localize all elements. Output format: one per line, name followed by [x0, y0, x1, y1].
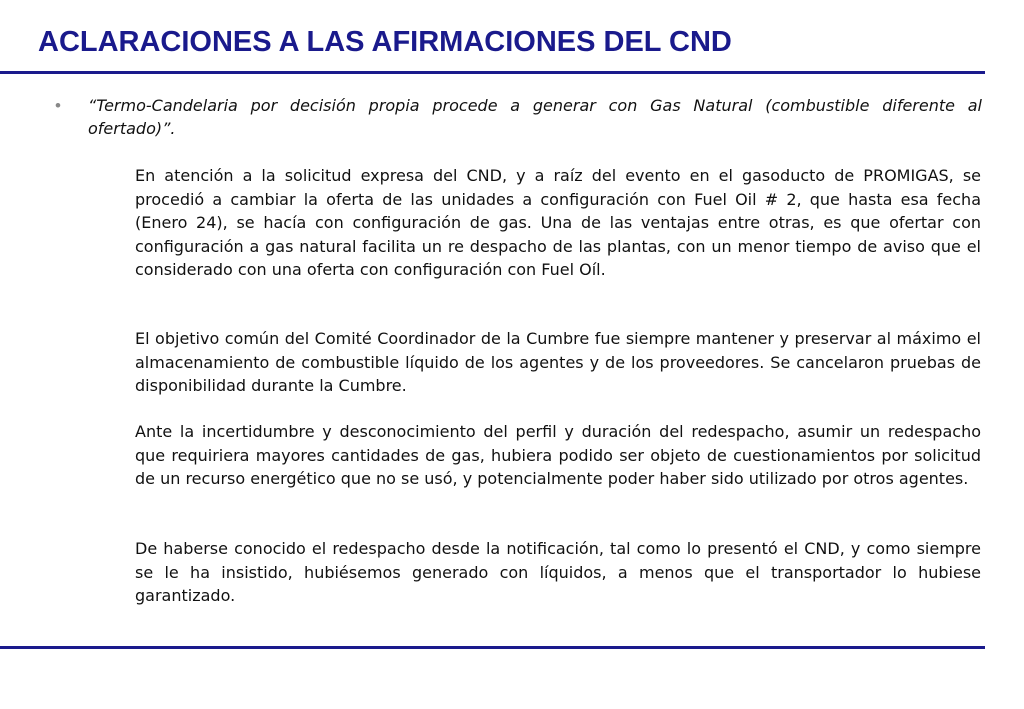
- paragraph-redispatch-notice: De haberse conocido el redespacho desde la notificación, tal como lo presentó el CND, y como siempre se le ha insistido, hubiésemos generado con líquidos, a menos que el transportador lo hubiese garantizado.: [135, 539, 981, 605]
- paragraph-uncertainty: Ante la incertidumbre y desconocimiento del perfil y duración del redespacho, asumir un redespacho que requiriera mayores cantidades de gas, hubiera podido ser objeto de cuestionamientos por solicitud de un recurso energético que no se usó, y potencialmente poder haber sido utilizado por otros agentes.: [135, 422, 981, 488]
- bottom-divider: [0, 646, 985, 649]
- top-divider: [0, 71, 985, 74]
- paragraph-committee-objective: El objetivo común del Comité Coordinador de la Cumbre fue siempre mantener y preservar al máximo el almacenamiento de combustible líquido de los agentes y de los proveedores. Se cancelaron pruebas de disponibilidad durante la Cumbre.: [135, 329, 981, 395]
- slide-title: ACLARACIONES A LAS AFIRMACIONES DEL CND: [38, 26, 732, 58]
- bullet-item: [55, 94, 982, 140]
- paragraph-cnd-request: En atención a la solicitud expresa del CND, y a raíz del evento en el gasoducto de PROMIGAS, se procedió a cambiar la oferta de las unidades a configuración con Fuel Oil # 2, que hasta esa fecha (Enero 24), se hacía con configuración de gas. Una de las ventajas entre otras, es que ofertar con configuración a gas natural facilita un re despacho de las plantas, con un menor tiempo de aviso que el considerado con una oferta con configuración con Fuel Oíl.: [135, 166, 981, 279]
- bullet-quote-text: “Termo-Candelaria por decisión propia procede a generar con Gas Natural (combustible diferente al ofertado)”.: [88, 96, 982, 138]
- bullet-marker: •: [55, 96, 61, 115]
